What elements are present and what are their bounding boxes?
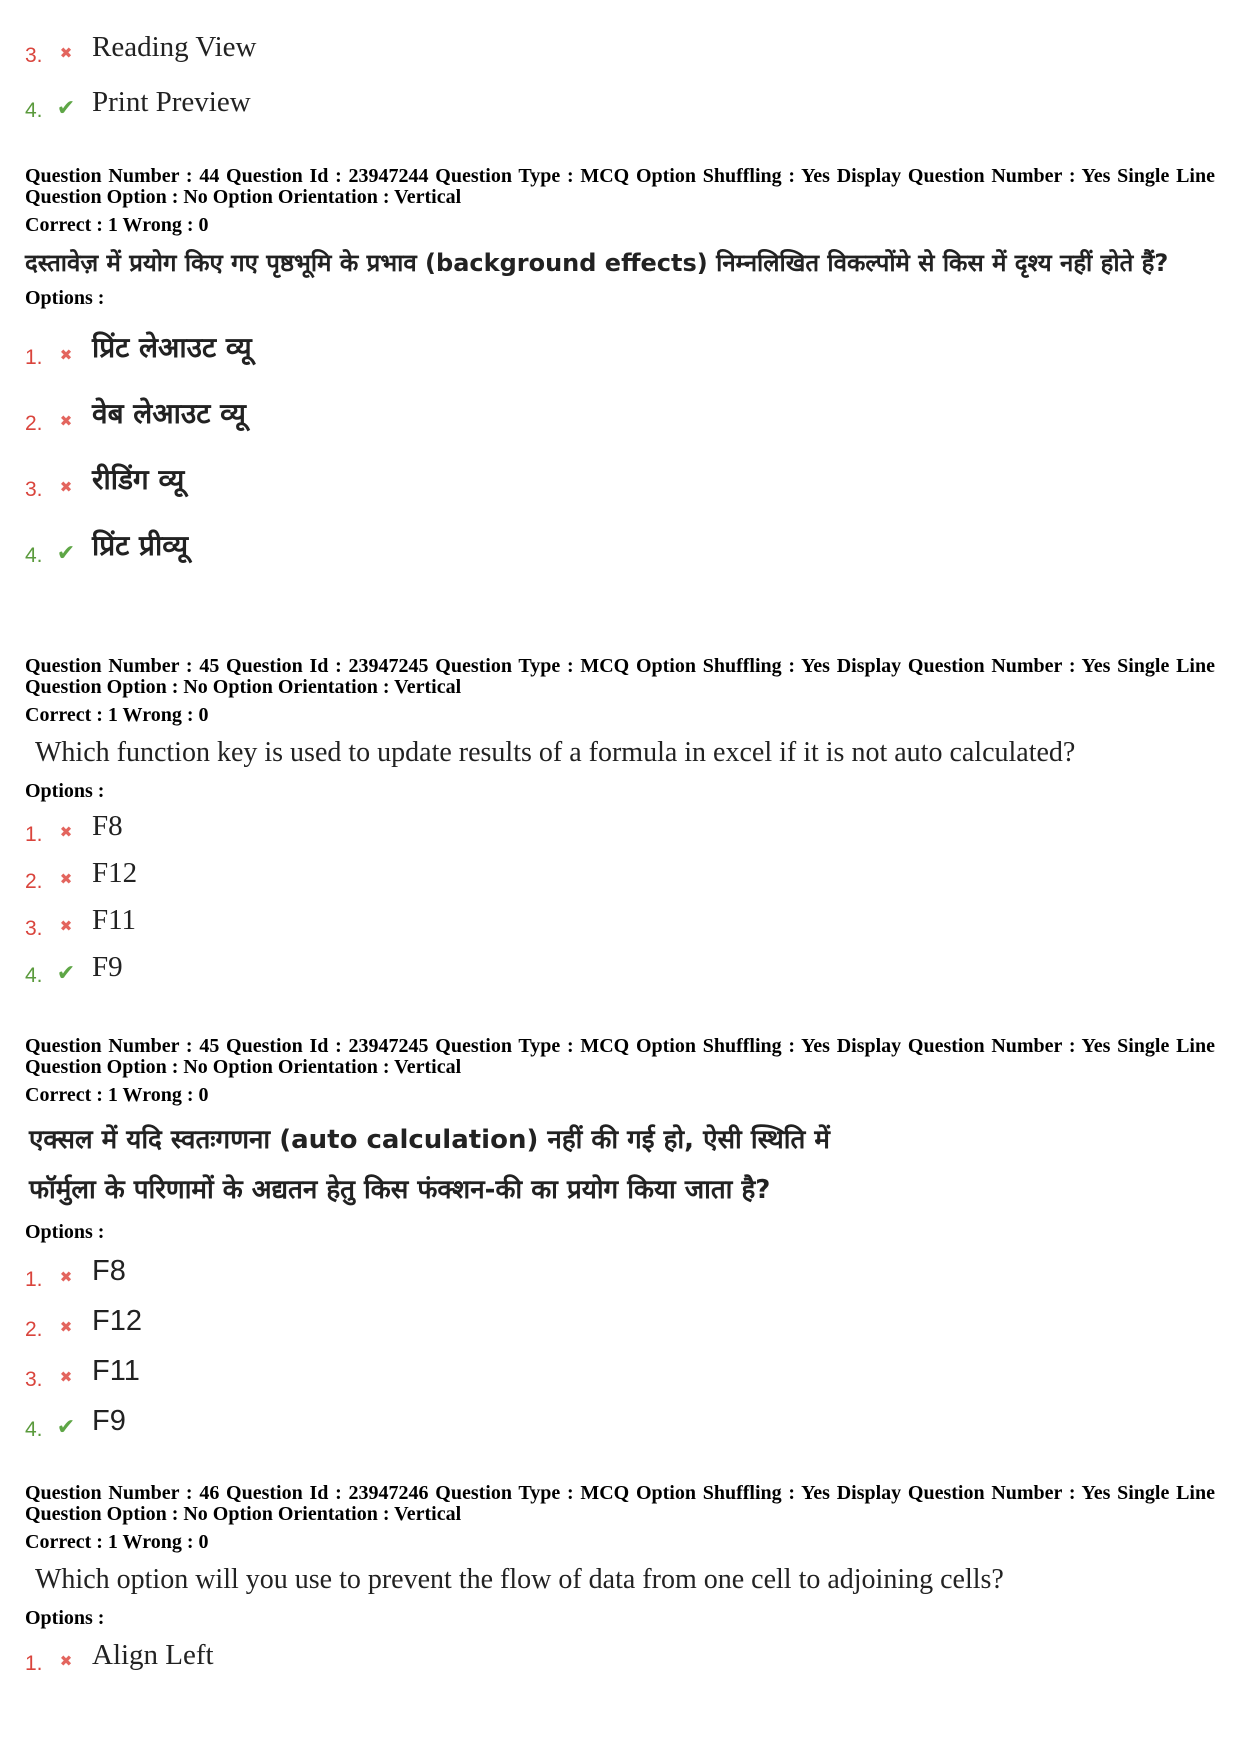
option-row	[25, 22, 1215, 70]
option-text: F9	[92, 951, 123, 983]
question-meta: Question Number : 46 Question Id : 23947246 Question Type : MCQ Option Shuffling : Yes Display Question Number : Yes Single Line Question Option : No Option Orientation : Vertical	[25, 1482, 1215, 1525]
option-row	[25, 1344, 1215, 1394]
question-text-line-2: फॉर्मुला के परिणामों के अद्यतन हेतु किस फंक्शन-की का प्रयोग किया जाता है?	[29, 1175, 771, 1205]
cross-icon	[53, 915, 79, 937]
option-row	[25, 1294, 1215, 1344]
option-number: 2.	[25, 870, 43, 893]
option-row	[25, 1630, 1215, 1678]
option-row	[25, 943, 1215, 990]
options-label: Options :	[25, 1221, 105, 1243]
cross-icon	[53, 1366, 79, 1388]
option-text: प्रिंट प्रीव्यू	[92, 529, 189, 562]
option-text: F12	[92, 857, 138, 889]
check-icon	[53, 962, 79, 984]
cross-icon	[53, 42, 79, 64]
question-block	[25, 1483, 1215, 1678]
cross-icon	[53, 344, 79, 366]
option-number: 4.	[25, 1418, 43, 1441]
option-number: 4.	[25, 544, 43, 567]
option-text: F12	[92, 1305, 142, 1337]
question-text: Which option will you use to prevent the flow of data from one cell to adjoining cells?	[35, 1564, 1004, 1595]
option-number: 3.	[25, 1368, 43, 1391]
option-text: F9	[92, 1405, 126, 1437]
option-number: 1.	[25, 346, 43, 369]
option-text: वेब लेआउट व्यू	[92, 397, 246, 430]
option-text: F11	[92, 904, 137, 936]
option-number: 4.	[25, 99, 43, 122]
question-meta: Question Number : 45 Question Id : 23947245 Question Type : MCQ Option Shuffling : Yes Display Question Number : Yes Single Line Question Option : No Option Orientation : Vertical	[25, 655, 1215, 698]
cross-icon	[53, 1650, 79, 1672]
option-row	[25, 1394, 1215, 1444]
option-text: F11	[92, 1355, 140, 1387]
previous-question-options	[25, 22, 1215, 125]
options-label: Options :	[25, 780, 105, 802]
option-text: F8	[92, 1255, 126, 1287]
option-number: 2.	[25, 1318, 43, 1341]
option-number: 1.	[25, 823, 43, 846]
option-text: F8	[92, 810, 123, 842]
cross-icon	[53, 476, 79, 498]
cross-icon	[53, 410, 79, 432]
question-block	[25, 1036, 1215, 1444]
option-number: 1.	[25, 1652, 43, 1675]
score-line: Correct : 1 Wrong : 0	[25, 1531, 209, 1553]
check-icon	[53, 1416, 79, 1438]
option-text: Print Preview	[92, 86, 251, 118]
option-number: 1.	[25, 1268, 43, 1291]
option-number: 3.	[25, 478, 43, 501]
option-text: प्रिंट लेआउट व्यू	[92, 331, 252, 364]
option-row	[25, 372, 1215, 438]
option-row	[25, 803, 1215, 849]
option-text: Reading View	[92, 31, 257, 63]
option-number: 3.	[25, 44, 43, 67]
option-number: 3.	[25, 917, 43, 940]
question-text-line-1: एक्सल में यदि स्वतःगणना (auto calculation) नहीं की गई हो, ऐसी स्थिति में	[29, 1125, 830, 1155]
option-row	[25, 849, 1215, 896]
option-text: Align Left	[92, 1639, 214, 1671]
option-row	[25, 1244, 1215, 1294]
check-icon	[53, 97, 79, 119]
question-text: दस्तावेज़ में प्रयोग किए गए पृष्ठभूमि के प्रभाव (background effects) निम्नलिखित विकल्पोंमे से किस में दृश्य नहीं होते हैं?	[25, 249, 1169, 277]
option-row	[25, 70, 1215, 125]
score-line: Correct : 1 Wrong : 0	[25, 704, 209, 726]
option-row	[25, 504, 1215, 570]
question-text: Which function key is used to update results of a formula in excel if it is not auto calculated?	[35, 737, 1076, 768]
option-row	[25, 438, 1215, 504]
question-meta: Question Number : 45 Question Id : 23947245 Question Type : MCQ Option Shuffling : Yes Display Question Number : Yes Single Line Question Option : No Option Orientation : Vertical	[25, 1035, 1215, 1078]
cross-icon	[53, 821, 79, 843]
option-row	[25, 896, 1215, 943]
question-block	[25, 656, 1215, 990]
question-meta: Question Number : 44 Question Id : 23947244 Question Type : MCQ Option Shuffling : Yes Display Question Number : Yes Single Line Question Option : No Option Orientation : Vertical	[25, 165, 1215, 208]
cross-icon	[53, 1316, 79, 1338]
options-label: Options :	[25, 287, 105, 309]
cross-icon	[53, 868, 79, 890]
score-line: Correct : 1 Wrong : 0	[25, 214, 209, 236]
question-block	[25, 166, 1215, 570]
options-label: Options :	[25, 1607, 105, 1629]
check-icon	[53, 542, 79, 564]
score-line: Correct : 1 Wrong : 0	[25, 1084, 209, 1106]
cross-icon	[53, 1266, 79, 1288]
option-row	[25, 310, 1215, 372]
option-text: रीडिंग व्यू	[92, 463, 185, 496]
option-number: 4.	[25, 964, 43, 987]
option-number: 2.	[25, 412, 43, 435]
